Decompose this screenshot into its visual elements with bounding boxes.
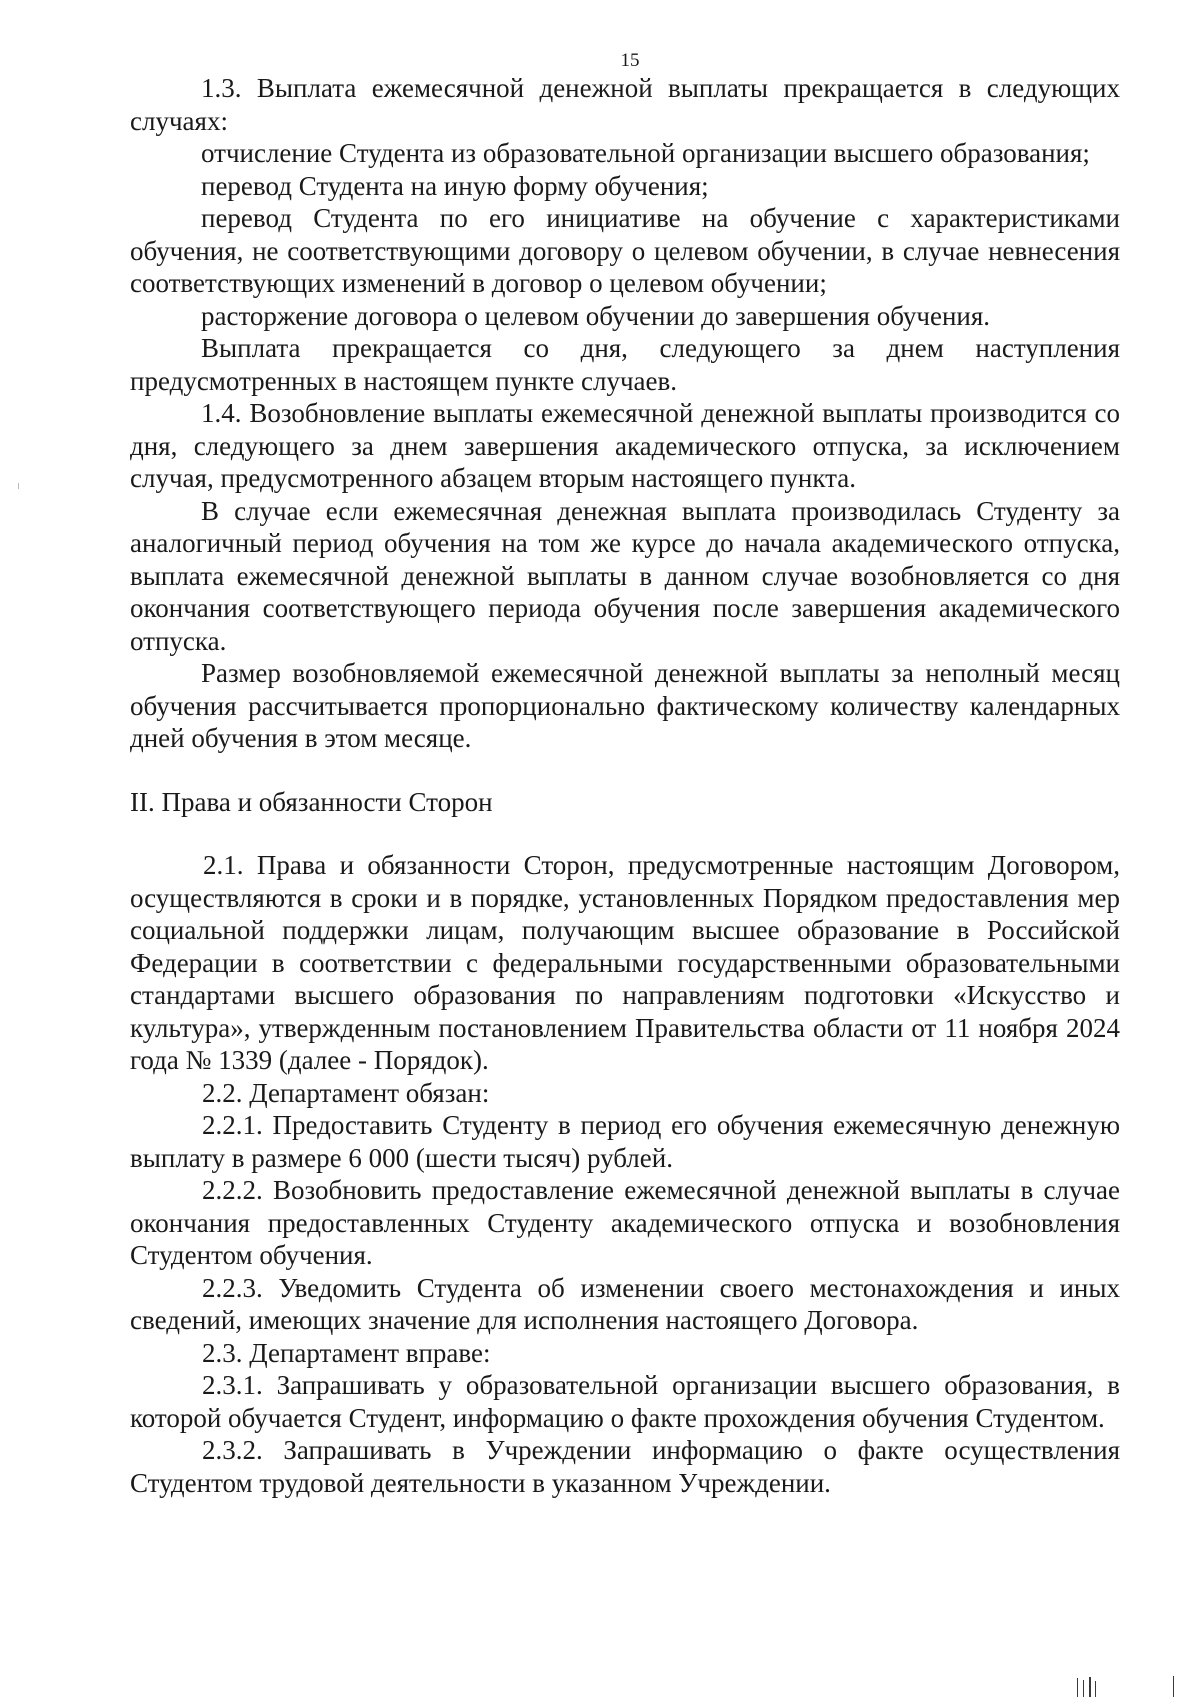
scan-artifact (1089, 1677, 1091, 1697)
scan-artifact (18, 483, 19, 489)
paragraph-partial-month: Размер возобновляемой ежемесячной денежной выплаты за неполный месяц обучения рассчитывается пропорционально фактическому количеству календарных дней обучения в этом месяце. (130, 658, 1120, 753)
paragraph-2-1: 2.1. Права и обязанности Сторон, предусмотренные настоящим Договором, осуществляются в сроки и в порядке, установленных Порядком предоставления мер социальной поддержки лицам, получающим высшее образование в Российской Федерации в соответствии с федеральными государственными образовательными стандартами высшего образования по направлениям подготовки «Искусство и культура», утвержденным постановлением Правительства области от 11 ноября 2024 года № 1339 (далее - Порядок). (130, 850, 1120, 1075)
paragraph-payment-stops: Выплата прекращается со дня, следующего за днем наступления предусмотренных в настоящем пункте случаев. (130, 333, 1120, 396)
scan-artifact (1095, 1681, 1096, 1697)
page-number: 15 (620, 50, 640, 71)
paragraph-termination: расторжение договора о целевом обучении до завершения обучения. (201, 300, 991, 331)
document-body (130, 72, 1120, 1499)
paragraph-1-4: 1.4. Возобновление выплаты ежемесячной денежной выплаты производится со дня, следующего за днем завершения академического отпуска, за исключением случая, предусмотренного абзацем вторым настоящего пункта. (130, 398, 1120, 493)
scan-artifact (1077, 1678, 1078, 1697)
paragraph-expulsion: отчисление Студента из образовательной организации высшего образования; (201, 138, 1090, 168)
paragraph-2-3: 2.3. Департамент вправе: (202, 1337, 491, 1368)
paragraph-2-2-2: 2.2.2. Возобновить предоставление ежемесячной денежной выплаты в случае окончания предоставленных Студенту академического отпуска и возобновления Студентом обучения. (130, 1175, 1120, 1270)
paragraph-1-3: 1.3. Выплата ежемесячной денежной выплаты прекращается в следующих случаях: (130, 73, 1120, 136)
paragraph-transfer-form: перевод Студента на иную форму обучения; (201, 170, 709, 201)
paragraph-same-period: В случае если ежемесячная денежная выплата производилась Студенту за аналогичный период обучения на том же курсе до начала академического отпуска, выплата ежемесячной денежной выплаты в данном случае возобновляется со дня окончания соответствующего периода обучения после завершения академического отпуска. (130, 495, 1120, 656)
section-title: II. Права и обязанности Сторон (130, 786, 493, 817)
paragraph-2-3-2: 2.3.2. Запрашивать в Учреждении информацию о факте осуществления Студентом трудовой деятельности в указанном Учреждении. (130, 1435, 1120, 1498)
paragraph-2-2: 2.2. Департамент обязан: (202, 1077, 490, 1108)
paragraph-transfer-initiative: перевод Студента по его инициативе на обучение с характеристиками обучения, не соответствующими договору о целевом обучении, в случае невнесения соответствующих изменений в договор о целевом обучении; (130, 203, 1120, 298)
paragraph-2-3-1: 2.3.1. Запрашивать у образовательной организации высшего образования, в которой обучается Студент, информацию о факте прохождения обучения Студентом. (130, 1370, 1120, 1433)
paragraph-2-2-3: 2.2.3. Уведомить Студента об изменении своего местонахождения и иных сведений, имеющих значение для исполнения настоящего Договора. (130, 1272, 1120, 1335)
scan-artifact (1173, 1676, 1174, 1697)
scan-artifact (1083, 1680, 1084, 1697)
paragraph-2-2-1: 2.2.1. Предоставить Студенту в период его обучения ежемесячную денежную выплату в размере 6 000 (шести тысяч) рублей. (130, 1110, 1120, 1173)
